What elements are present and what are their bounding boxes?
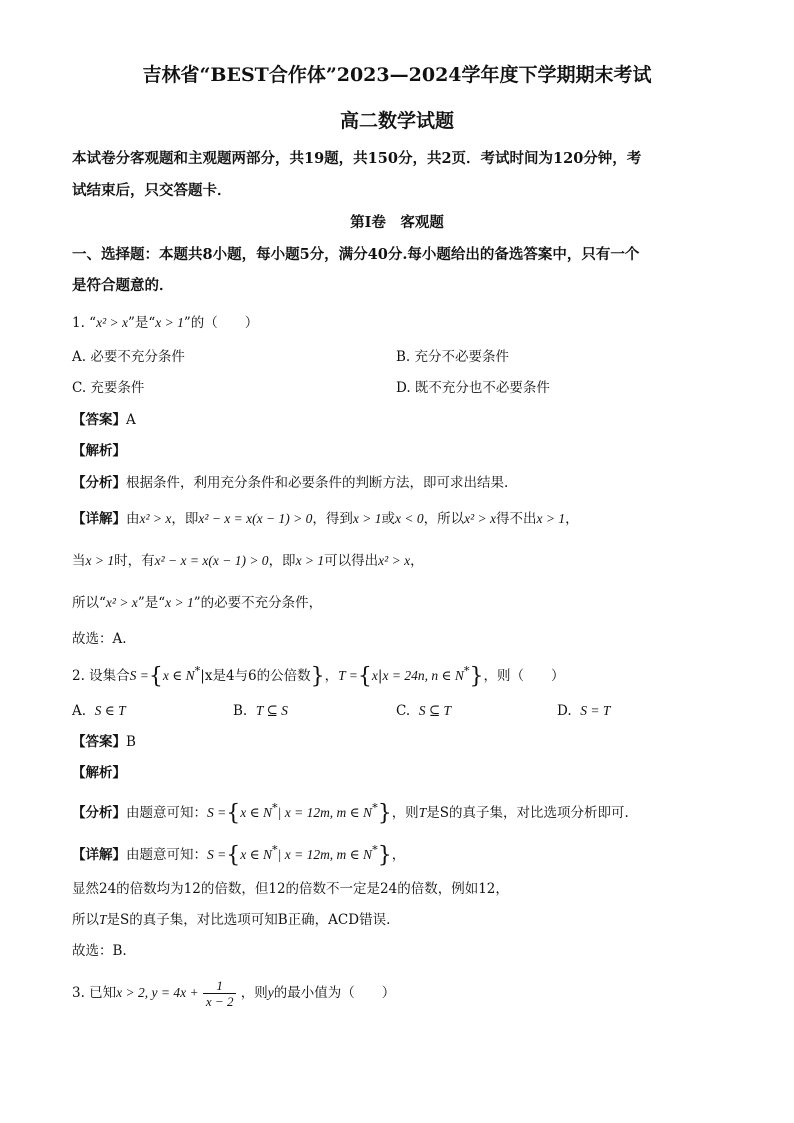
section-heading: 第Ⅰ卷 客观题: [350, 214, 444, 231]
q2-option-c: C. S ⊆ T: [396, 703, 452, 719]
q1-answer: 【答案】A: [72, 412, 136, 428]
intro-line-1: 本试卷分客观题和主观题两部分，共19题，共150分，共2页．考试时间为120分钟，考: [72, 150, 642, 167]
q1-option-d: D. 既不充分也不必要条件: [396, 380, 550, 396]
q1-analysis-label: 【解析】: [72, 443, 126, 459]
q1-option-a: A. 必要不充分条件: [72, 349, 185, 365]
question-3-stem: 3. 已知x > 2, y = 4x + $\frac{1}{x - 2}$ ，则y的最小值为（ ）: [72, 978, 396, 1009]
exam-title: 吉林省“BEST合作体”2023—2024学年度下学期期末考试: [142, 64, 652, 86]
q2-answer: 【答案】B: [72, 734, 136, 750]
q1-detail-line-3: 所以“x² > x”是“x > 1”的必要不充分条件，: [72, 595, 323, 611]
q2-option-b: B. T ⊆ S: [233, 703, 288, 719]
intro-line-2: 试结束后，只交答题卡．: [72, 182, 232, 199]
q2-detail-line-1: 显然24的倍数均为12的倍数，但12的倍数不一定是24的倍数，例如12，: [72, 881, 509, 897]
question-2-stem: 2. 设集合S ={x ∈ N*|x是4与6的公倍数}，T ={x|x = 24n, n ∈ N*}，则（ ）: [72, 664, 565, 689]
part-instructions-line-1: 一、选择题：本题共8小题，每小题5分，满分40分.每小题给出的备选答案中，只有一个: [72, 246, 640, 263]
q1-fenxi: 【分析】根据条件，利用充分条件和必要条件的判断方法，即可求出结果.: [72, 475, 509, 491]
q2-option-a: A. S ∈ T: [72, 703, 126, 719]
exam-subtitle: 高二数学试题: [339, 110, 454, 132]
q1-conclusion: 故选：A.: [72, 631, 127, 647]
q2-analysis-label: 【解析】: [72, 765, 126, 781]
q1-option-c: C. 充要条件: [72, 380, 145, 396]
q2-conclusion: 故选：B.: [72, 943, 127, 959]
q3-fraction: $\frac{1}{x - 2}$: [203, 978, 237, 1009]
q2-option-d: D. S = T: [557, 703, 611, 719]
q2-fenxi: 【分析】由题意可知：S ={x ∈ N*| x = 12m, m ∈ N*}，则T是S的真子集，对比选项分析即可.: [72, 801, 629, 826]
part-instructions-line-2: 是符合题意的．: [72, 277, 174, 294]
q2-detail: 【详解】由题意可知：S ={x ∈ N*| x = 12m, m ∈ N*}，: [72, 843, 406, 868]
q1-detail-line-1: 【详解】由x² > x，即x² − x = x(x − 1) > 0，得到x > 1或x < 0，所以x² > x得不出x > 1，: [72, 511, 579, 527]
q2-detail-line-2: 所以T是S的真子集，对比选项可知B正确，ACD错误.: [72, 912, 391, 928]
q1-option-b: B. 充分不必要条件: [396, 349, 510, 365]
q1-detail-line-2: 当x > 1时，有x² − x = x(x − 1) > 0，即x > 1可以得出x² > x，: [72, 553, 424, 569]
question-1-stem: 1. “x² > x”是“x > 1”的（ ）: [72, 315, 259, 331]
